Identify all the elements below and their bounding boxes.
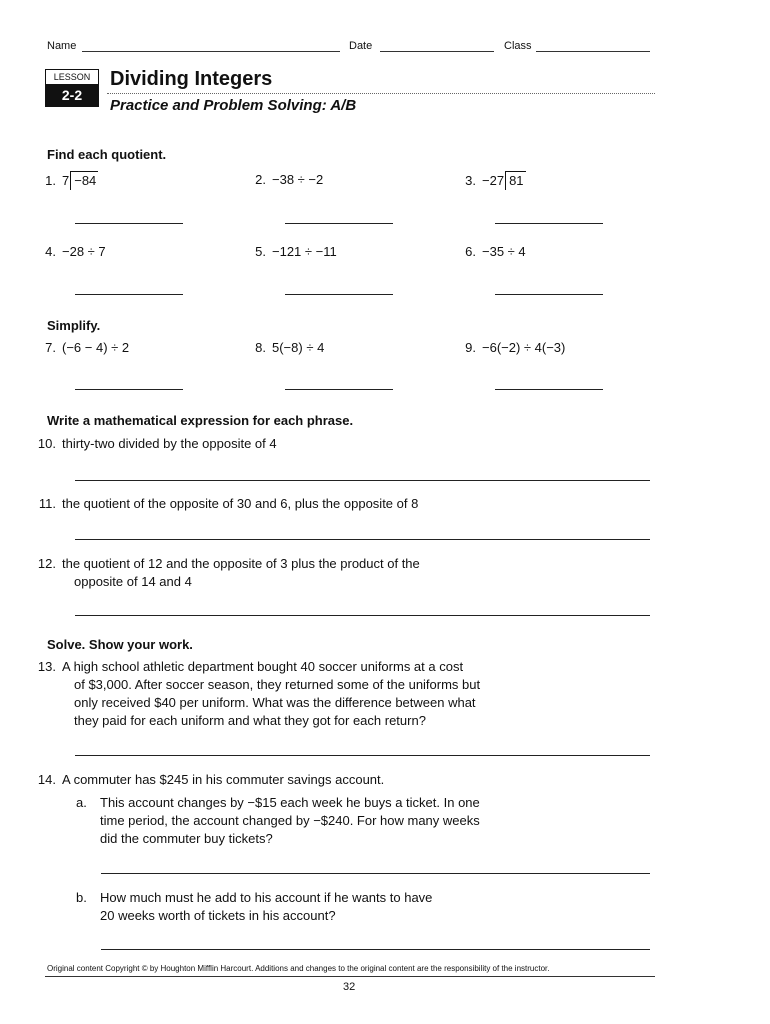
problem-expression: −38 ÷ −2 [272,172,324,187]
title-divider [107,93,655,94]
problem-number: 13. [37,659,56,674]
problem-13 [34,658,463,676]
problem-text: the quotient of 12 and the opposite of 3 plus the product of the [62,556,420,571]
problem-6 [454,243,526,261]
problem-13-line-3: only received $40 per uniform. What was the difference between what [74,695,476,710]
footer-divider [45,976,655,977]
problem-text: A commuter has $245 in his commuter savings account. [62,772,385,787]
section-heading-quotient: Find each quotient. [47,147,167,162]
problem-expression: −35 ÷ 4 [482,244,526,259]
problem-expression: −6(−2) ÷ 4(−3) [482,340,566,355]
class-field[interactable] [536,51,650,52]
answer-line-1[interactable] [75,223,183,224]
problem-number: 11. [38,496,56,511]
problem-3 [454,171,526,190]
answer-line-6[interactable] [495,294,603,295]
problem-text: A high school athletic department bought 40 soccer uniforms at a cost [62,659,464,674]
lesson-number: 2-2 [46,84,98,106]
problem-13-line-4: they paid for each uniform and what they got for each return? [74,713,426,728]
problem-13-line-2: of $3,000. After soccer season, they returned some of the uniforms but [74,677,481,692]
answer-line-13[interactable] [75,755,650,756]
lesson-label: LESSON [46,70,98,84]
problem-10 [34,435,277,453]
problem-number: 14. [37,772,56,787]
problem-number: 5. [255,244,266,259]
problem-number: 2. [255,172,266,187]
long-division-dividend: −84 [70,171,98,190]
answer-line-14b[interactable] [101,949,650,950]
divisor: −27 [482,173,505,188]
copyright-notice: Original content Copyright © by Houghton Mifflin Harcourt. Additions and changes to the original content are the responsibility of the instructor. [47,964,550,973]
problem-number: 8. [255,340,266,355]
answer-line-14a[interactable] [101,873,650,874]
class-label: Class [504,40,532,52]
page-title: Dividing Integers [110,68,273,90]
problem-7 [34,339,129,357]
problem-14a-line-3: did the commuter buy tickets? [100,831,273,846]
problem-14b-label: b. [76,890,87,905]
date-label: Date [349,40,373,52]
problem-8 [244,339,324,357]
problem-expression: −121 ÷ −11 [272,244,337,259]
problem-text: thirty-two divided by the opposite of 4 [62,436,277,451]
answer-line-8[interactable] [285,389,393,390]
problem-expression: (−6 − 4) ÷ 2 [62,340,130,355]
date-field[interactable] [380,51,494,52]
page-subtitle: Practice and Problem Solving: A/B [110,97,357,114]
lesson-badge [45,69,99,107]
problem-number: 4. [45,244,56,259]
answer-line-11[interactable] [75,539,650,540]
page-number: 32 [343,981,356,993]
problem-14 [34,771,384,789]
problem-number: 3. [465,173,476,188]
problem-12 [34,555,420,573]
problem-14b-line-1: How much must he add to his account if he wants to have [100,890,433,905]
name-field[interactable] [82,51,340,52]
name-label: Name [47,40,77,52]
problem-5 [244,243,337,261]
problem-14b-line-2: 20 weeks worth of tickets in his account? [100,908,336,923]
problem-number: 12. [37,556,56,571]
problem-number: 10. [37,436,56,451]
long-division-dividend: 81 [505,171,525,190]
answer-line-5[interactable] [285,294,393,295]
divisor: 7 [62,173,70,188]
problem-1 [34,171,98,190]
answer-line-2[interactable] [285,223,393,224]
problem-14a-label: a. [76,795,87,810]
answer-line-12[interactable] [75,615,650,616]
problem-number: 6. [465,244,476,259]
problem-12-line-2: opposite of 14 and 4 [74,574,192,589]
answer-line-9[interactable] [495,389,603,390]
problem-number: 9. [465,340,476,355]
problem-14a-line-1: This account changes by −$15 each week he buys a ticket. In one [100,795,480,810]
section-heading-simplify: Simplify. [47,318,101,333]
answer-line-7[interactable] [75,389,183,390]
problem-11 [34,495,418,513]
answer-line-4[interactable] [75,294,183,295]
problem-4 [34,243,106,261]
problem-expression: 5(−8) ÷ 4 [272,340,325,355]
problem-2 [244,171,323,189]
problem-14a-line-2: time period, the account changed by −$240. For how many weeks [100,813,480,828]
section-heading-expression: Write a mathematical expression for each phrase. [47,413,354,428]
problem-expression: −28 ÷ 7 [62,244,106,259]
problem-number: 7. [45,340,56,355]
problem-9 [454,339,565,357]
answer-line-10[interactable] [75,480,650,481]
answer-line-3[interactable] [495,223,603,224]
problem-text: the quotient of the opposite of 30 and 6, plus the opposite of 8 [62,496,419,511]
problem-number: 1. [45,173,56,188]
section-heading-solve: Solve. Show your work. [47,637,193,652]
